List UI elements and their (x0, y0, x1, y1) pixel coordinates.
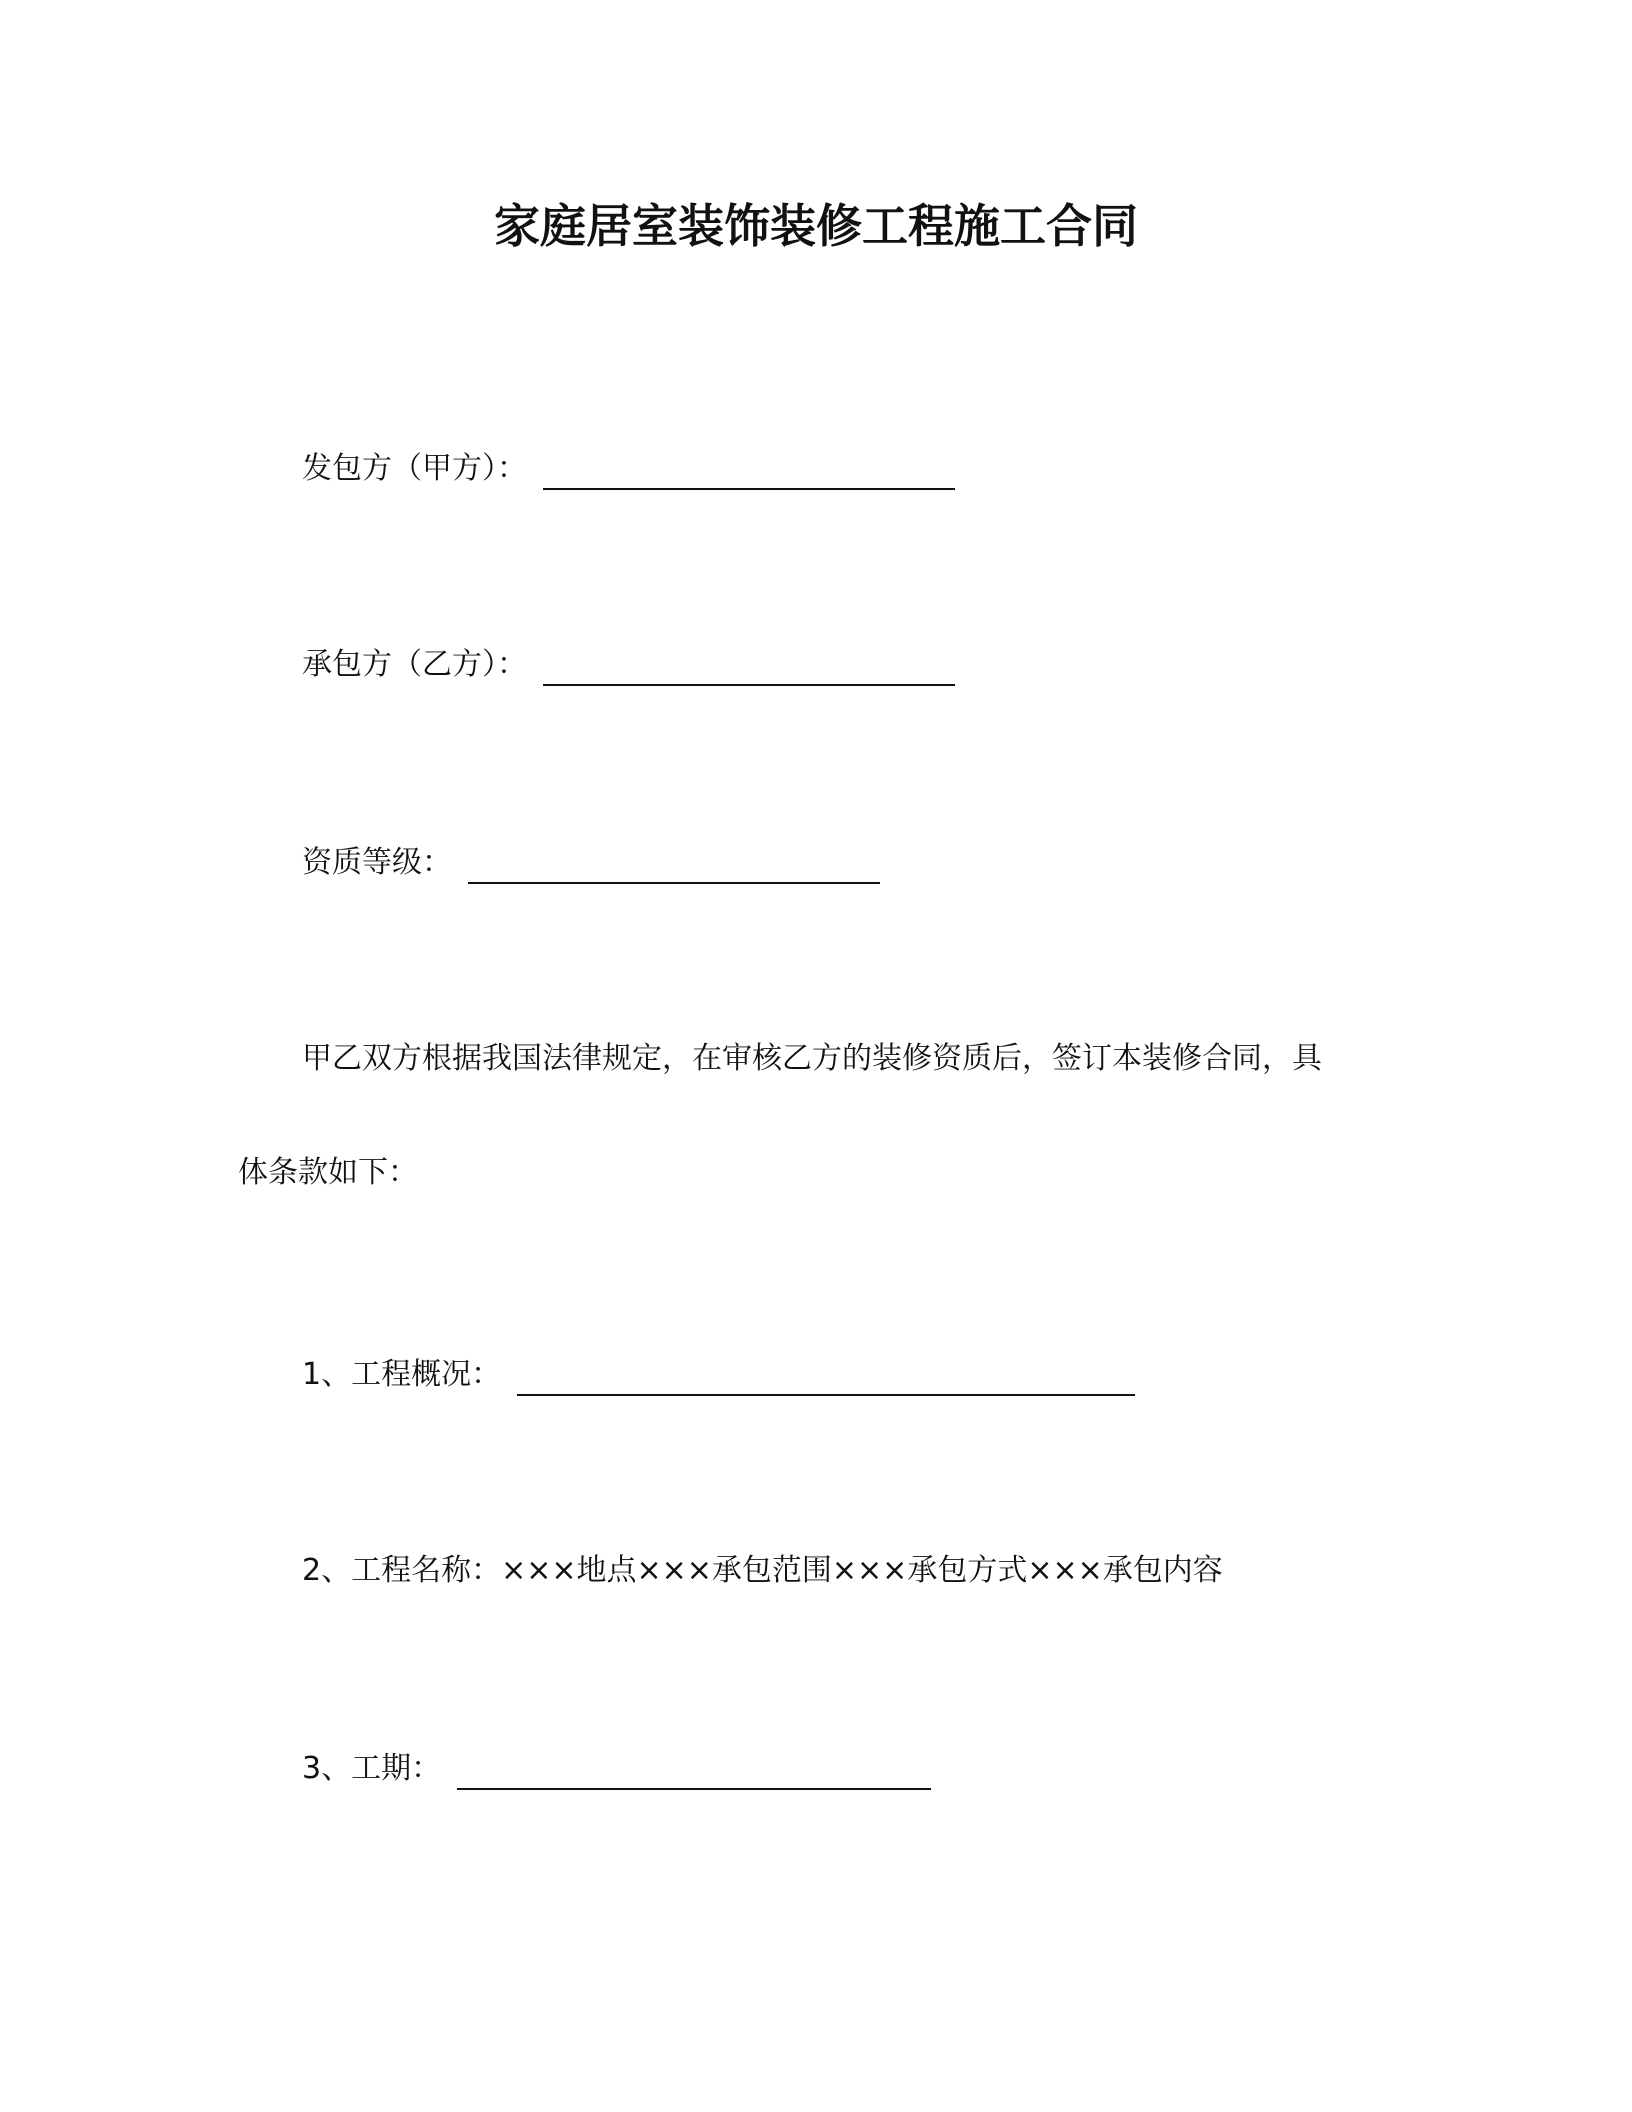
party-b-blank-line (543, 648, 955, 686)
clause-2-text: 2、工程名称：×××地点×××承包范围×××承包方式×××承包内容 (302, 1553, 1223, 1588)
party-a-blank-line (543, 452, 955, 490)
intro-line-1: 甲乙双方根据我国法律规定，在审核乙方的装修资质后，签订本装修合同，具 (302, 1041, 1322, 1076)
qualification-row (302, 842, 880, 884)
clause-1-label: 1、工程概况： (302, 1357, 502, 1392)
clause-3-label: 3、工期： (302, 1751, 442, 1786)
qualification-label: 资质等级： (302, 845, 452, 880)
clause-1-blank-line (517, 1358, 1135, 1396)
party-a-row (302, 448, 955, 490)
party-b-label: 承包方（乙方）： (302, 647, 527, 682)
party-a-label: 发包方（甲方）： (302, 451, 527, 486)
qualification-blank-line (468, 846, 880, 884)
clause-3-blank-line (457, 1752, 931, 1790)
clause-3-row (302, 1748, 931, 1790)
intro-line-2: 体条款如下： (238, 1155, 418, 1190)
clause-1-row (302, 1354, 1135, 1396)
document-title: 家庭居室装饰装修工程施工合同 (494, 199, 1138, 253)
party-b-row (302, 644, 955, 686)
